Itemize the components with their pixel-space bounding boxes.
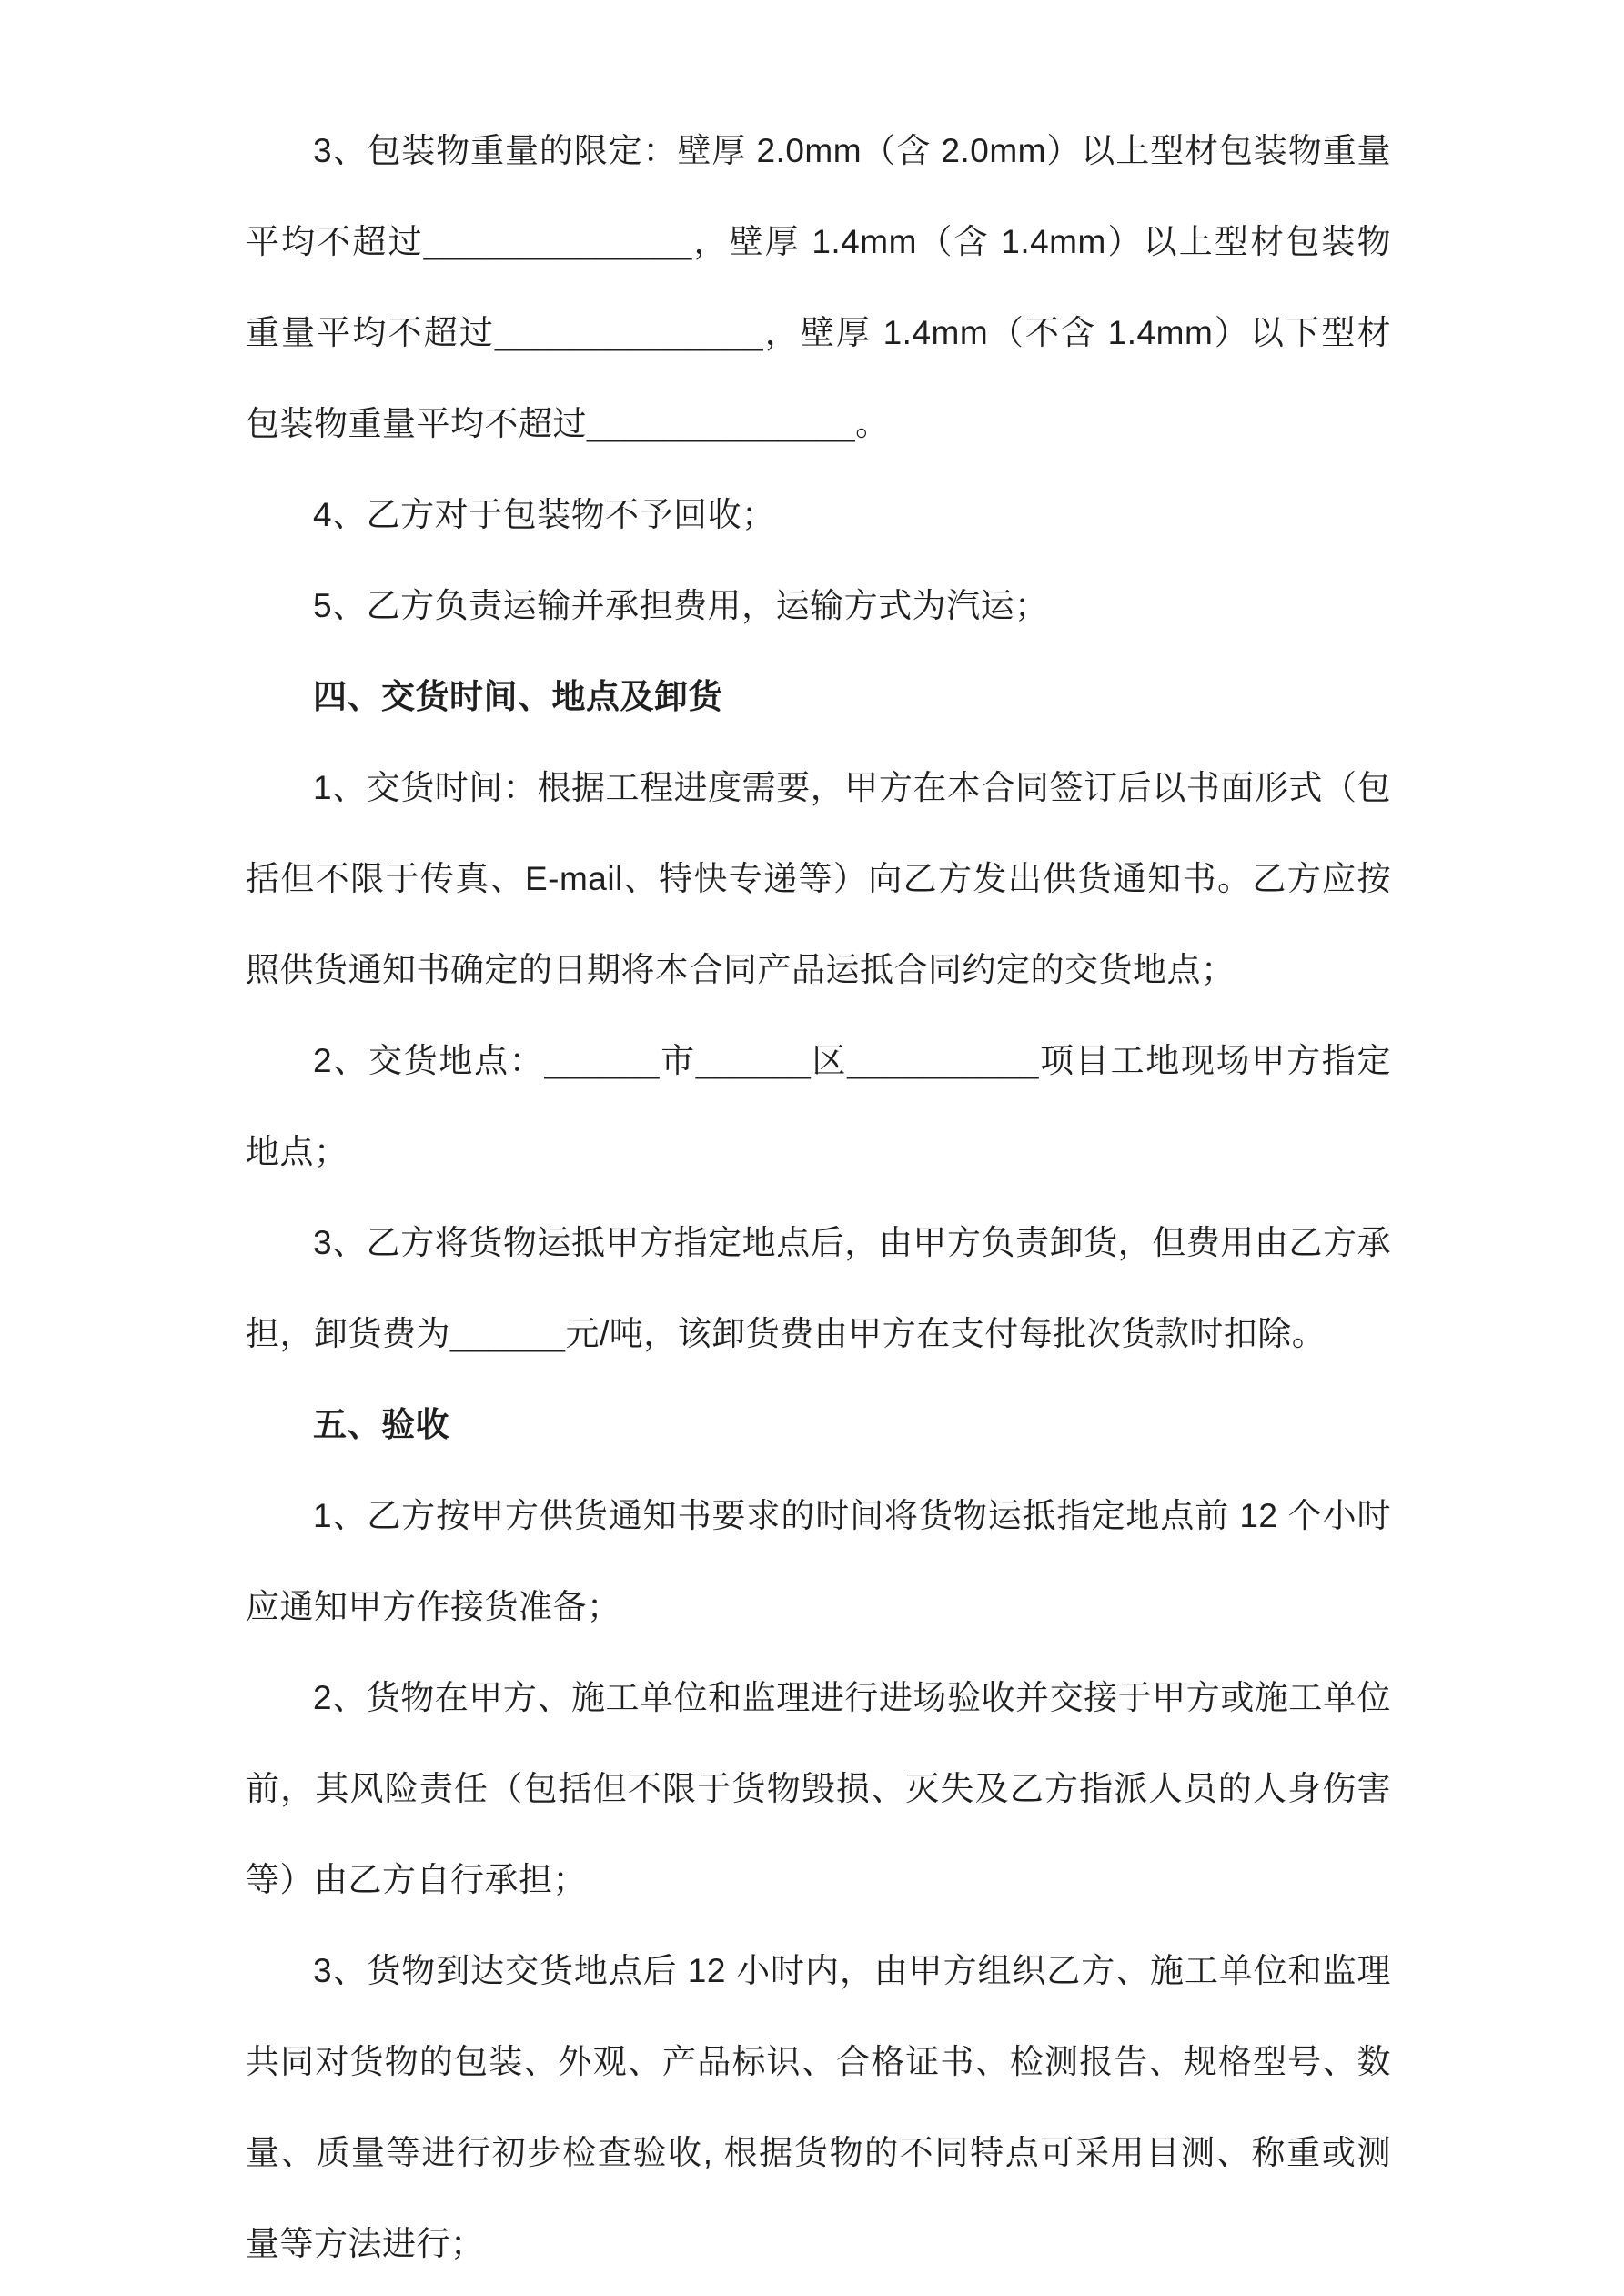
section-heading-acceptance: 五、验收 [313,1406,449,1443]
paragraph-no-packaging-recycle: 4、乙方对于包装物不予回收； [313,496,776,533]
paragraph-unloading-fee: 3、乙方将货物运抵甲方指定地点后，由甲方负责卸货，但费用由乙方承担，卸货费为______元/吨，该卸货费由甲方在支付每批次货款时扣除。 [246,1224,1391,1352]
paragraph-initial-inspection: 3、货物到达交货地点后 12 小时内，由甲方组织乙方、施工单位和监理共同对货物的包装、外观、产品标识、合格证书、检测报告、规格型号、数量、质量等进行初步检查验收, 根据货物的不同特点可采用目测、称重或测量等方法进行； [246,1952,1391,2262]
paragraph-packaging-weight-limit: 3、包装物重量的限定：壁厚 2.0mm（含 2.0mm）以上型材包装物重量平均不超过______________，壁厚 1.4mm（含 1.4mm）以上型材包装物重量平均不超过______________，壁厚 1.4mm（不含 1.4mm）以下型材包装物重量平均不超过______________。 [246,132,1391,442]
paragraph-transport-responsibility: 5、乙方负责运输并承担费用，运输方式为汽运； [313,587,1049,624]
document-body [246,106,1391,2290]
paragraph-delivery-location: 2、交货地点：______市______区__________项目工地现场甲方指定地点； [246,1042,1391,1170]
section-heading-delivery: 四、交货时间、地点及卸货 [313,678,722,715]
paragraph-arrival-notice: 1、乙方按甲方供货通知书要求的时间将货物运抵指定地点前 12 个小时应通知甲方作接货准备； [246,1497,1391,1625]
paragraph-risk-responsibility: 2、货物在甲方、施工单位和监理进行进场验收并交接于甲方或施工单位前，其风险责任（包括但不限于货物毁损、灭失及乙方指派人员的人身伤害等）由乙方自行承担； [246,1679,1391,1898]
paragraph-delivery-time: 1、交货时间：根据工程进度需要，甲方在本合同签订后以书面形式（包括但不限于传真、E-mail、特快专递等）向乙方发出供货通知书。乙方应按照供货通知书确定的日期将本合同产品运抵合同约定的交货地点； [246,769,1391,988]
